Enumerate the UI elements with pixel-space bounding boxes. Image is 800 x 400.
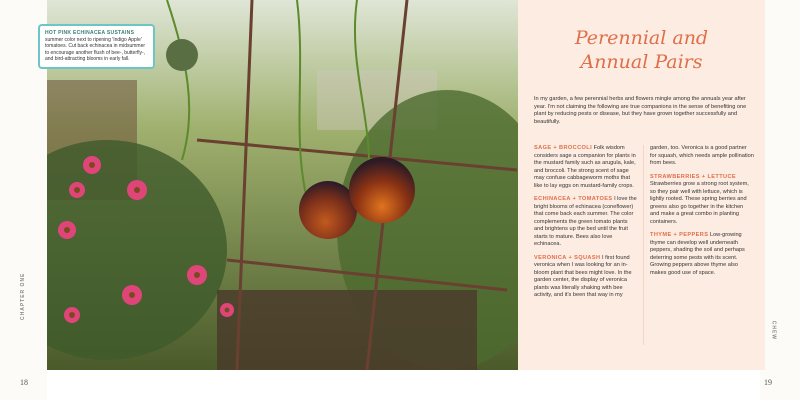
section-heading: ECHINACEA + TOMATOES <box>534 196 613 202</box>
running-header-left: CHAPTER ONE <box>20 272 26 320</box>
section-text: Strawberries grow a strong root system, so they pair well with lettuce, which is lightly rooted. These spring berries and greens also go together in the kitchen and make a great combo in planting containers. <box>650 181 749 225</box>
running-header-right: CHEW <box>770 320 776 340</box>
section-text: Folk wisdom considers sage a companion for plants in the mustard family such as arugula, kale, and broccoli. The strong scent of sage may confuse cabbageworm moths that like to lay eggs on mustard-family crops. <box>534 145 636 189</box>
caption-title: HOT PINK ECHINACEA SUSTAINS <box>45 30 135 36</box>
caption-body: summer color next to ripening 'Indigo Apple' tomatoes. Cut back echinacea in midsummer to encourage another flush of bee-, butterfly-, and bird-attracting blooms in early fall. <box>45 36 146 63</box>
section-heading: VERONICA + SQUASH <box>534 254 601 261</box>
article-title-line1: Perennial and <box>574 27 709 49</box>
column-divider <box>643 145 644 345</box>
section-veronica-squash <box>534 255 638 300</box>
article-title <box>518 26 765 74</box>
section-continuation: garden, too. Veronica is a good partner for squash, which needs ample pollination from bees. <box>650 145 754 166</box>
text-column-right <box>650 145 754 283</box>
text-column-left <box>534 145 638 306</box>
section-heading: SAGE + BROCCOLI <box>534 145 593 151</box>
article-intro: In my garden, a few perennial herbs and flowers mingle among the annuals year after year. I'm not claiming the following are true companions in the sense of benefiting one plant by reducing pests or disease, but they have grown together successfully and beautifully. <box>534 96 747 125</box>
page-number-right: 19 <box>764 378 772 387</box>
section-text: I first found veronica when I was looking for an in-bloom plant that bees might love. In the garden center, the display of veronica plants was literally shaking with bee activity, and it's been that way in my <box>534 254 632 298</box>
section-text: Low-growing thyme can develop well underneath peppers, shading the soil and perhaps deterring some pests with its scent. Growing peppers above thyme also makes good use of space. <box>650 232 745 276</box>
section-thyme-peppers <box>650 232 754 277</box>
photo-caption <box>40 26 153 67</box>
section-heading: STRAWBERRIES + LETTUCE <box>650 173 737 180</box>
article-page <box>518 0 765 370</box>
section-sage-broccoli <box>534 145 638 190</box>
section-echinacea-tomatoes <box>534 196 638 249</box>
right-page-margin <box>760 0 800 400</box>
section-strawberries-lettuce <box>650 174 754 227</box>
section-text: I love the bright blooms of echinacea (coneflower) that come back each summer. The color complements the green tomato plants and brightens up the bed until the fruit starts to mature. Bees also love echinacea. <box>534 196 637 247</box>
article-title-line2: Annual Pairs <box>580 51 703 73</box>
section-heading: THYME + PEPPERS <box>650 232 709 238</box>
page-number-left: 18 <box>20 378 28 387</box>
